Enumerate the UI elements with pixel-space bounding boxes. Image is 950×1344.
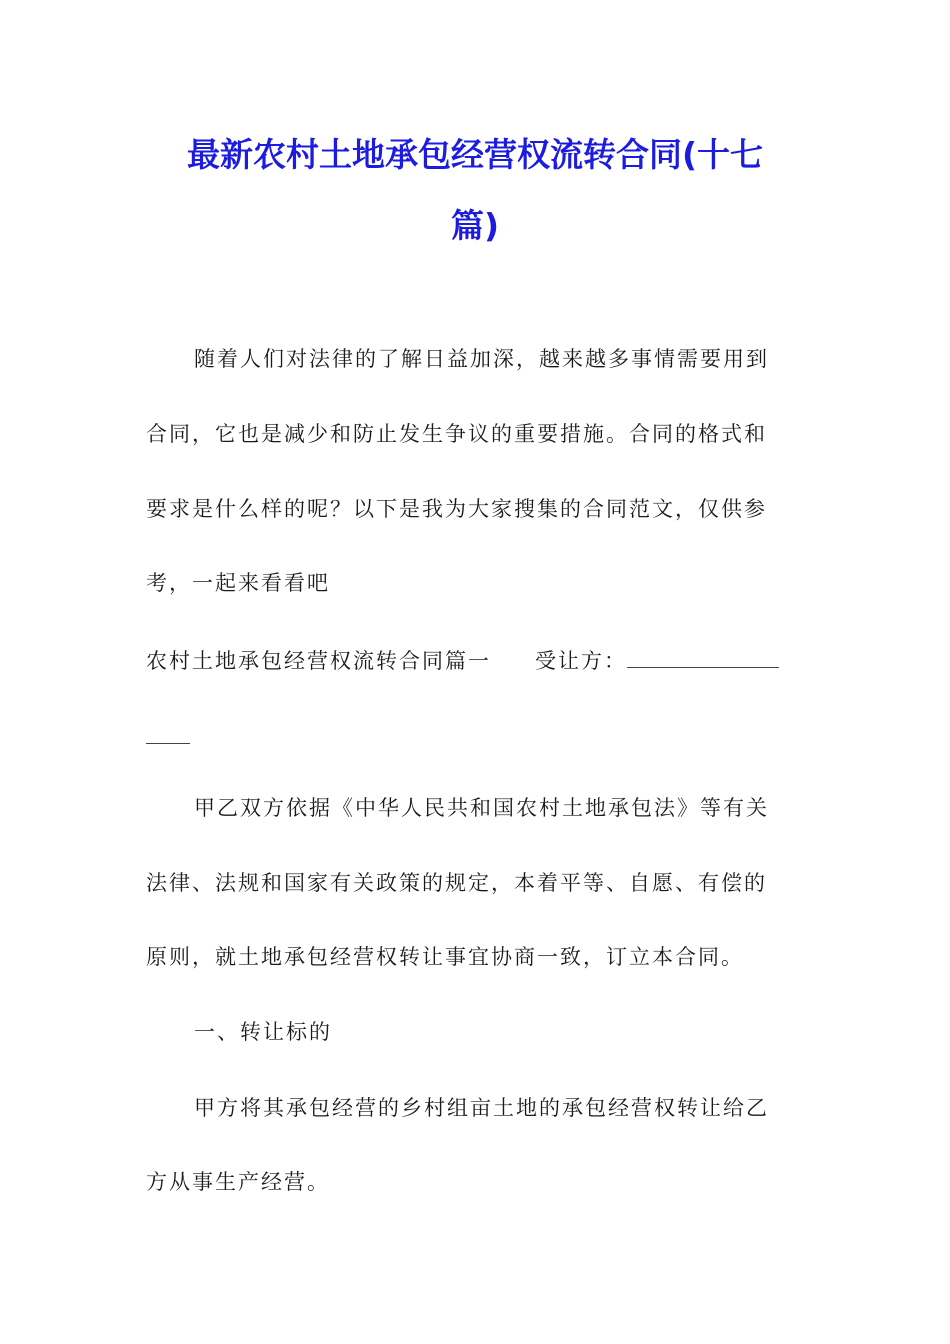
paragraph-1-line-3: 原则，就土地承包经营权转让事宜协商一致，订立本合同。 [146,945,744,969]
assignee-label: 受让方： [535,649,627,673]
intro-line-3: 要求是什么样的呢？以下是我为大家搜集的合同范文，仅供参 [146,497,767,521]
intro-line-4: 考，一起来看看吧 [146,571,330,595]
document-title-line-2: 篇) [450,206,500,245]
assignee-blank-line [627,649,779,668]
paragraph-1-line-2: 法律、法规和国家有关政策的规定，本着平等、自愿、有偿的 [146,871,767,895]
clause-1-line-1: 甲方将其承包经营的乡村组亩土地的承包经营权转让给乙 [194,1096,769,1120]
clause-1-title: 一、转让标的 [194,1020,332,1044]
section-heading-row [146,649,806,672]
section-heading: 农村土地承包经营权流转合同篇一 [146,649,491,673]
paragraph-1-line-1: 甲乙双方依据《中华人民共和国农村土地承包法》等有关 [194,796,769,820]
intro-line-1: 随着人们对法律的了解日益加深，越来越多事情需要用到 [194,347,769,371]
intro-line-2: 合同，它也是减少和防止发生争议的重要措施。合同的格式和 [146,422,767,446]
document-title-line-1: 最新农村土地承包经营权流转合同(十七 [186,135,764,174]
assignee-blank-line-continued [146,725,190,744]
clause-1-line-2: 方从事生产经营。 [146,1170,330,1194]
